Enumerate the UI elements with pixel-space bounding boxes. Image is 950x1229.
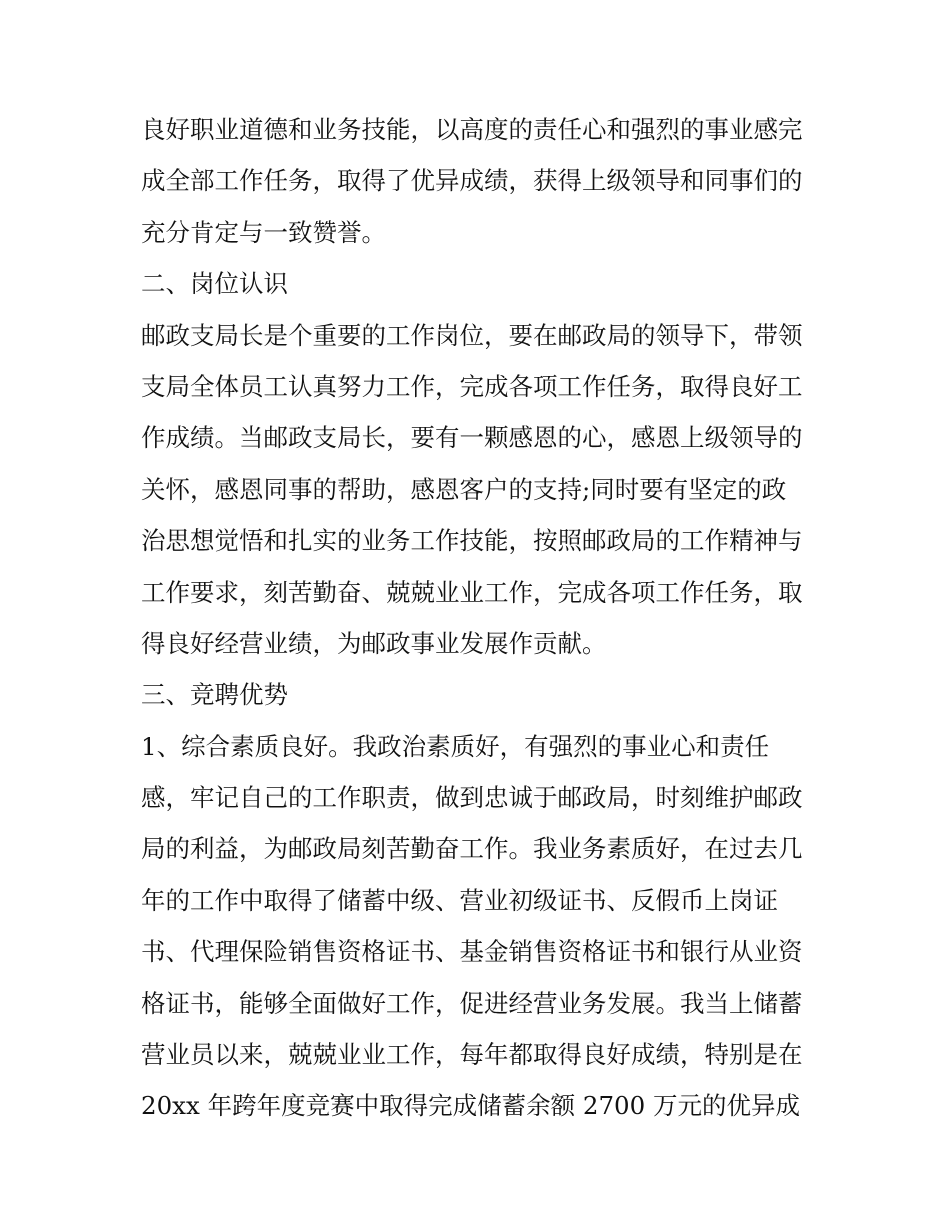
text-line: 成全部工作任务，取得了优异成绩，获得上级领导和同事们的 [141, 166, 803, 196]
text-line: 20xx 年跨年度竞赛中取得完成储蓄余额 2700 万元的优异成 [141, 1091, 801, 1121]
section-heading: 三、竞聘优势 [141, 680, 288, 710]
text-line: 作成绩。当邮政支局长，要有一颗感恩的心，感恩上级领导的 [141, 423, 803, 453]
text-line: 格证书，能够全面做好工作，促进经营业务发展。我当上储蓄 [141, 988, 803, 1018]
text-line: 年的工作中取得了储蓄中级、营业初级证书、反假币上岗证 [141, 885, 778, 915]
text-line: 关怀，感恩同事的帮助，感恩客户的支持;同时要有坚定的政 [141, 474, 787, 504]
text-line: 治思想觉悟和扎实的业务工作技能，按照邮政局的工作精神与 [141, 526, 803, 556]
text-line: 局的利益，为邮政局刻苦勤奋工作。我业务素质好，在过去几 [141, 834, 803, 864]
text-line: 感，牢记自己的工作职责，做到忠诚于邮政局，时刻维护邮政 [141, 783, 803, 813]
text-line: 充分肯定与一致赞誉。 [141, 217, 386, 247]
text-line: 良好职业道德和业务技能，以高度的责任心和强烈的事业感完 [141, 115, 803, 144]
text-line: 邮政支局长是个重要的工作岗位，要在邮政局的领导下，带领 [141, 320, 803, 350]
text-line: 书、代理保险销售资格证书、基金销售资格证书和银行从业资 [141, 937, 803, 967]
text-line: 工作要求，刻苦勤奋、兢兢业业工作，完成各项工作任务，取 [141, 577, 803, 607]
section-heading: 二、岗位认识 [141, 269, 288, 299]
text-line: 得良好经营业绩，为邮政事业发展作贡献。 [141, 628, 607, 658]
text-line: 1、综合素质良好。我政治素质好，有强烈的事业心和责任 [141, 731, 770, 761]
body-text [141, 104, 821, 1132]
text-line: 支局全体员工认真努力工作，完成各项工作任务，取得良好工 [141, 371, 803, 401]
text-line: 营业员以来，兢兢业业工作，每年都取得良好成绩，特别是在 [141, 1040, 803, 1070]
